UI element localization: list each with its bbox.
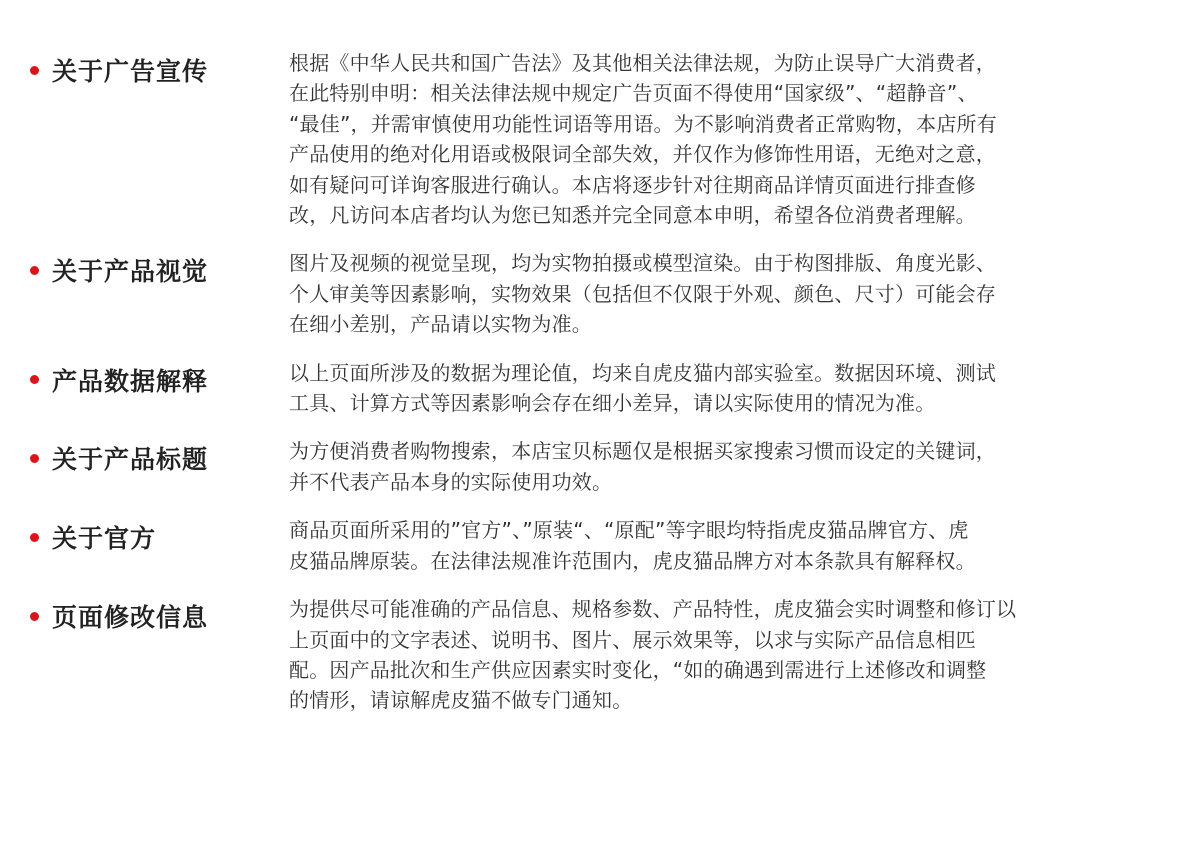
section-title: 产品数据解释 <box>52 366 209 396</box>
text-line: 如有疑问可详询客服进行确认。本店将逐步针对往期商品详情页面进行排查修 <box>289 172 976 197</box>
text-line: “最佳”，并需审慎使用功能性词语等用语。为不影响消费者正常购物，本店所有 <box>289 111 997 136</box>
bullet-dot-icon <box>30 612 39 621</box>
section-body <box>289 436 1159 497</box>
section-body <box>289 248 1159 339</box>
text-line: 的情形，请谅解虎皮猫不做专门通知。 <box>289 688 633 713</box>
bullet-dot-icon <box>30 454 39 463</box>
text-line: 为提供尽可能准确的产品信息、规格参数、产品特性，虎皮猫会实时调整和修订以 <box>289 597 1017 622</box>
bullet-dot-icon <box>30 533 39 542</box>
text-line: 在细小差别，产品请以实物为准。 <box>289 312 592 337</box>
section-title: 关于官方 <box>52 524 157 554</box>
text-line: 在此特别申明：相关法律法规中规定广告页面不得使用“国家级”、“超静音”、 <box>289 81 978 106</box>
section-product-title <box>0 436 1200 497</box>
text-line: 商品页面所采用的”官方”、”原装“、“原配”等字眼均特指虎皮猫品牌官方、虎 <box>289 518 969 543</box>
section-body <box>289 594 1159 716</box>
text-line: 工具、计算方式等因素影响会存在细小差异，请以实际使用的情况为准。 <box>289 391 936 416</box>
text-line: 改，凡访问本店者均认为您已知悉并完全同意本申明，希望各位消费者理解。 <box>289 203 976 228</box>
section-advertising <box>0 48 1200 230</box>
text-line: 皮猫品牌原装。在法律法规准许范围内，虎皮猫品牌方对本条款具有解释权。 <box>289 548 976 573</box>
section-product-visual <box>0 248 1200 339</box>
bullet-dot-icon <box>30 66 39 75</box>
section-body <box>289 358 1159 419</box>
section-body <box>289 515 1159 576</box>
bullet-dot-icon <box>30 375 39 384</box>
section-heading <box>0 598 258 634</box>
text-line: 图片及视频的视觉呈现，均为实物拍摄或模型渲染。由于构图排版、角度光影、 <box>289 251 996 276</box>
bullet-dot-icon <box>30 266 39 275</box>
text-line: 产品使用的绝对化用语或极限词全部失效，并仅作为修饰性用语，无绝对之意， <box>289 142 996 167</box>
section-product-data <box>0 358 1200 419</box>
section-heading <box>0 519 258 555</box>
section-body <box>289 48 1159 230</box>
section-title: 关于产品视觉 <box>52 257 209 287</box>
text-line: 以上页面所涉及的数据为理论值，均来自虎皮猫内部实验室。数据因环境、测试 <box>289 360 996 385</box>
text-line: 为方便消费者购物搜索，本店宝贝标题仅是根据买家搜索习惯而设定的关键词， <box>289 439 996 464</box>
section-title: 关于产品标题 <box>52 445 209 475</box>
section-official <box>0 515 1200 576</box>
section-heading <box>0 362 258 398</box>
section-page-modification <box>0 594 1200 716</box>
section-heading <box>0 252 258 288</box>
section-title: 关于广告宣传 <box>52 57 209 86</box>
text-line: 配。因产品批次和生产供应因素实时变化，“如的确遇到需进行上述修改和调整 <box>289 657 987 682</box>
section-title: 页面修改信息 <box>52 603 209 633</box>
text-line: 个人审美等因素影响，实物效果（包括但不仅限于外观、颜色、尺寸）可能会存 <box>289 281 996 306</box>
text-line: 根据《中华人民共和国广告法》及其他相关法律法规，为防止误导广大消费者， <box>289 51 996 75</box>
text-line: 并不代表产品本身的实际使用功效。 <box>289 469 613 494</box>
section-heading <box>0 52 258 88</box>
section-heading <box>0 440 258 476</box>
text-line: 上页面中的文字表述、说明书、图片、展示效果等，以求与实际产品信息相匹 <box>289 627 976 652</box>
